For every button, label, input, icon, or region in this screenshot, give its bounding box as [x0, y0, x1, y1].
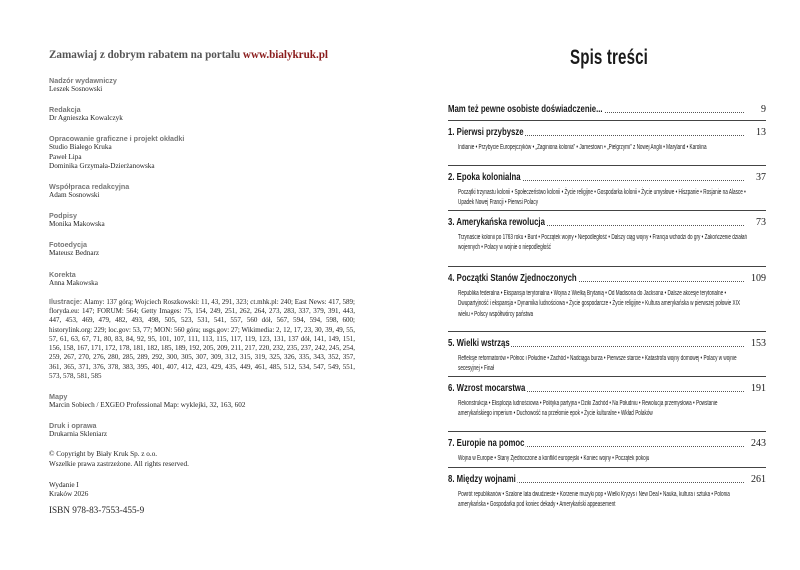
toc-entry-page: 109 — [751, 273, 766, 284]
edition-info — [49, 481, 355, 499]
illustrations-text: Alamy: 137 górą; Wojciech Roszkowski: 11, 43, 291, 323; ct.mhk.pl: 240; East News: 417, 589; floryda.eu: 147; FORUM: 564; Getty Images: 75, 154, 249, 251, 262, 264, 273, 283, 337, 379, 391, 443, 447, 453, 469, 479, 482, 493, 498, 505, 523, 531, 541, 557, 560 dół, 567, 594, 594, 598, 600; historylink.org: 229; loc.gov: 53, 77; MON: 560 góra; usgs.gov: 27; Wikimedia: 2, 12, 17, 23, 30, 39, 49, 55, 57, 61, 63, 67, 71, 80, 83, 84, 92, 95, 101, 107, 111, 113, 115, 117, 119, 123, 131, 137 dół, 141, 149, 151, 156, 158, 167, 171, 172, 178, 181, 182, 185, 189, 192, 205, 209, 211, 217, 220, 232, 235, 237, 242, 245, 254, 259, 267, 270, 276, 280, 285, 289, 292, 300, 305, 307, 309, 312, 315, 319, 325, 326, 335, 343, 352, 357, 361, 365, 371, 376, 378, 383, 395, 401, 407, 412, 423, 429, 435, 449, 461, 485, 512, 534, 547, 549, 551, 573, 578, 581, 585 — [49, 297, 355, 380]
edition-line: Wydanie I — [49, 480, 79, 489]
toc-entry-title: 6. Wzrost mocarstwa — [448, 382, 526, 394]
credit-label: Druk i oprawa — [49, 421, 97, 431]
toc-entry-page: 243 — [751, 438, 766, 449]
credit-captions — [49, 211, 355, 229]
copyright-line: Wszelkie prawa zastrzeżone. All rights reserved. — [49, 459, 189, 468]
toc-entry-subtitle: Początki trzynastu kolonii • Społeczeństwo kolonii • Życie religijne • Gospodarka kolonii • Życie umysłowe • Hiszpanie • Rosjanie na Alasce • Upadek Nowej Francji • Pierwsi Polacy — [458, 189, 746, 207]
toc-entry-page: 37 — [756, 172, 766, 183]
credit-label: Korekta — [49, 269, 76, 279]
divider — [448, 165, 766, 166]
toc-entry-title: 5. Wielki wstrząs — [448, 337, 510, 349]
credit-name: Mateusz Bednarz — [49, 249, 100, 258]
credit-label: Mapy — [49, 392, 68, 402]
toc-entry-subtitle: Refleksje reformatorów • Północ i Południe • Zachód • Nadciąga burza • Pierwsze starcie • Katastrofa wojny domowej • Polacy w wojnie secesyjnej • Finał — [458, 355, 737, 373]
promo-text: Zamawiaj z dobrym rabatem na portalu — [49, 49, 243, 61]
toc-entry-title: 1. Pierwsi przybysze — [448, 126, 524, 138]
toc-entry-title: 2. Epoka kolonialna — [448, 171, 521, 183]
divider — [448, 431, 766, 432]
credit-name: Marcin Sobiech / EXGEO Professional Map: wyklejki, 32, 163, 602 — [49, 401, 246, 410]
divider — [448, 266, 766, 267]
divider — [448, 376, 766, 377]
credit-label: Nadzór wydawniczy — [49, 76, 117, 85]
copyright-line: © Copyright by Biały Kruk Sp. z o.o. — [49, 450, 158, 459]
toc-page — [448, 46, 766, 509]
credit-name: Dominika Grzymała-Dzierżanowska — [49, 161, 155, 170]
illustrations-label: Ilustracje: — [49, 298, 83, 306]
toc-entry-page: 73 — [756, 217, 766, 228]
credit-print — [49, 421, 355, 439]
divider — [448, 467, 766, 468]
credit-supervision — [49, 76, 355, 94]
credit-name: Dr Agnieszka Kowalczyk — [49, 114, 123, 123]
colophon-page — [49, 49, 355, 515]
toc-entry-page: 153 — [751, 338, 766, 349]
toc-entry-page: 13 — [756, 127, 766, 138]
toc-entry-title: 3. Amerykańska rewolucja — [448, 216, 545, 228]
edition-line: Kraków 2026 — [49, 490, 89, 499]
isbn: ISBN 978-83-7553-455-9 — [49, 505, 145, 516]
credit-name: Leszek Sosnowski — [49, 85, 103, 93]
credit-name: Monika Makowska — [49, 220, 105, 229]
credit-name: Anna Makowska — [49, 278, 98, 287]
toc-entry-chapter-2[interactable] — [448, 171, 766, 207]
credit-name: Paweł Lipa — [49, 152, 82, 161]
toc-entry-subtitle: Rekonstrukcja • Eksplozja ludnościowa • Polityka partyjna • Dziki Zachód • Na Południu • Rewolucja przemysłowa • Powstanie amerykańskiego imperium • Duchowość na przełomie epok • Życie kulturalne • Wkład Polaków — [458, 400, 718, 418]
toc-title: Spis treści — [569, 46, 649, 69]
credit-name: Studio Białego Kruka — [49, 143, 112, 152]
toc-entry-chapter-3[interactable] — [448, 216, 766, 252]
toc-entry-page: 191 — [751, 383, 766, 394]
divider — [448, 331, 766, 332]
copyright-notice — [49, 450, 355, 468]
toc-entry-chapter-6[interactable] — [448, 382, 766, 418]
toc-entry-subtitle: Powrót republikanów • Szalone lata dwudzieste • Korzenie muzyki pop • Wielki Kryzys i New Deal • Nauka, kultura i sztuka • Polonia amerykańska • Gospodarka pod koniec dekady • Amerykański appeasement — [458, 491, 730, 509]
credit-label: Fotoedycja — [49, 240, 87, 250]
credit-design — [49, 134, 355, 171]
toc-entry-chapter-7[interactable] — [448, 437, 766, 462]
toc-entry-title: 7. Europie na pomoc — [448, 437, 525, 449]
toc-entry-title: 8. Między wojnami — [448, 473, 516, 485]
credit-label: Redakcja — [49, 105, 81, 115]
toc-entry-chapter-5[interactable] — [448, 337, 766, 373]
promo-line — [49, 49, 355, 61]
toc-entry-page: 261 — [751, 474, 766, 485]
toc-entry-subtitle: Trzynaście kolonii po 1763 roku • Bunt • Początek wojny • Niepodległość • Dalszy ciąg wojny • Francja wchodzi do gry • Zakończenie działań wojennych • Polacy w wojnie o niepodległość — [458, 234, 748, 252]
toc-entry-intro[interactable] — [448, 103, 766, 116]
toc-entry-subtitle: Republika federalna • Ekspansja terytorialna • Wojna z Wielką Brytanią • Od Madisona do Jacksona • Dalsze akcesje terytorialne • Dwupartyjność i ekspansja • Dynamika ludnościowa • Życie gospodarcze • Życie religijne • Kultura amerykańska w pierwszej połowie XIX wieku • Polscy współtwórcy państwa — [458, 290, 741, 318]
credit-proofreading — [49, 270, 355, 288]
credit-label: Podpisy — [49, 211, 77, 221]
illustrations-credits — [49, 298, 355, 381]
toc-entry-subtitle: Indianie • Przybycie Europejczyków • „Zaginiona kolonia” • Jamestown • „Pielgrzymi” z Nowej Anglii • Maryland • Karolina — [458, 144, 707, 151]
credit-name: Drukarnia Skleniarz — [49, 430, 108, 439]
toc-entry-title: Mam też pewne osobiste doświadczenie... — [448, 103, 603, 115]
toc-entry-subtitle: Wojna w Europie • Stany Zjednoczone a konflikt europejski • Koniec wojny • Początek pokoju — [458, 455, 650, 462]
toc-entry-chapter-4[interactable] — [448, 272, 766, 318]
divider — [448, 120, 766, 121]
credit-label: Współpraca redakcyjna — [49, 182, 130, 192]
credit-label: Opracowanie graficzne i projekt okładki — [49, 134, 185, 144]
credit-name: Adam Sosnowski — [49, 191, 100, 200]
toc-entry-chapter-1[interactable] — [448, 126, 766, 151]
credit-maps — [49, 392, 355, 410]
toc-entry-page: 9 — [761, 104, 766, 115]
toc-entry-chapter-8[interactable] — [448, 473, 766, 509]
credit-editorial-cooperation — [49, 182, 355, 200]
credit-editing — [49, 105, 355, 123]
toc-entry-title: 4. Początki Stanów Zjednoczonych — [448, 272, 577, 284]
divider — [448, 210, 766, 211]
credit-photo-editing — [49, 240, 355, 258]
promo-url-link[interactable]: www.bialykruk.pl — [242, 49, 328, 61]
